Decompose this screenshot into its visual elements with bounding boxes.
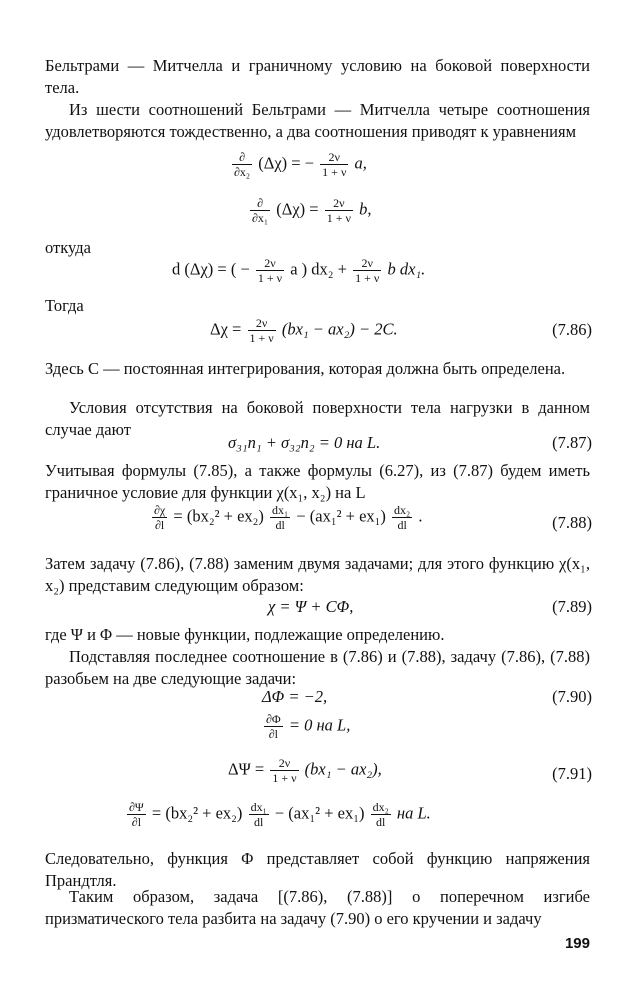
equation-number-7-91: (7.91) [552,764,592,783]
paragraph-7: Учитывая формулы (7.85), а также формулы (6.27), из (7.87) будем иметь граничное условие для функции χ(x₁, x₂) на L [45,461,590,502]
equation-7-90: ΔΦ = −2, [262,687,328,706]
paragraph-5: Здесь C — постоянная интегрирования, которая должна быть определена. [45,359,566,378]
paragraph-8: Затем задачу (7.86), (7.88) заменим двумя задачами; для этого функцию χ(x₁, x₂) представим следующим образом: [45,554,590,595]
equation-7-89: χ = Ψ + CΦ, [268,597,354,616]
paragraph-9: где Ψ и Φ — новые функции, подлежащие определению. [45,625,445,644]
paragraph-4: Тогда [45,296,84,315]
equation-number-7-86: (7.86) [552,320,592,339]
paragraph-3: откуда [45,238,91,257]
paragraph-12: Таким образом, задача [(7.86), (7.88)] о поперечном изгибе призматического тела разбита на задачу (7.90) о его кручении и задачу [45,887,590,928]
equation-number-7-88: (7.88) [552,513,592,532]
equation-7-86: Δχ = $\frac{2\nu}{1 + \nu}$ (bx₁ − ax₂) − 2C. [210,316,398,345]
paragraph-10: Подставляя последнее соотношение в (7.86) и (7.88), задачу (7.86), (7.88) разобьем на две следующие задачи: [45,647,590,688]
equation-number-7-90: (7.90) [552,687,592,706]
equation-7-87: σ₃₁n₁ + σ₃₂n₂ = 0 на L. [228,433,381,452]
paragraph-1: Бельтрами — Митчелла и граничному условию на боковой поверхности тела. [45,56,590,97]
equation-7-90-boundary: $\frac{\partial\Phi}{\partial l}$ = 0 на L, [266,712,351,741]
equation-number-7-87: (7.87) [552,433,592,452]
equation-number-7-89: (7.89) [552,597,592,616]
equation-3: d (Δχ) = ( − $\frac{2\nu}{1 + \nu}$ a ) dx₂ + $\frac{2\nu}{1 + \nu}$ b dx₁. [172,256,426,285]
equation-7-91-boundary: $\frac{\partial\Psi}{\partial l}$ = (bx₂² + ex₂) $\frac{\text{dx₁}}{dl}$ − (ax₁² + ex₁) $\frac{\text{dx₂}}{dl}$ на L. [129,800,431,829]
paragraph-11: Следовательно, функция Φ представляет собой функцию напряжения Прандтля. [45,849,590,890]
equation-2: ∂ ∂x₁ (Δχ) = $\frac{2\nu}{1 + \nu}$ b, [252,196,372,225]
paragraph-2: Из шести соотношений Бельтрами — Митчелла четыре соотношения удовлетворяются тождественно, а два соотношения приводят к уравнениям [45,100,590,141]
page-number: 199 [564,935,590,952]
equation-1: ∂ ∂x₂ (Δχ) = − $\frac{2\nu}{1 + \nu}$ a, [234,150,367,179]
paragraph-6: Условия отсутствия на боковой поверхности тела нагрузки в данном случае дают [45,398,590,439]
equation-7-88: $\frac{\partial\chi}{\partial l}$ = (bx₂² + ex₂) $\frac{\text{dx₁}}{dl}$ − (ax₁² + ex₁) $\frac{\text{dx₂}}{dl}$ . [154,503,423,532]
equation-7-91: ΔΨ = $\frac{2\nu}{1 + \nu}$ (bx₁ − ax₂), [228,756,382,785]
